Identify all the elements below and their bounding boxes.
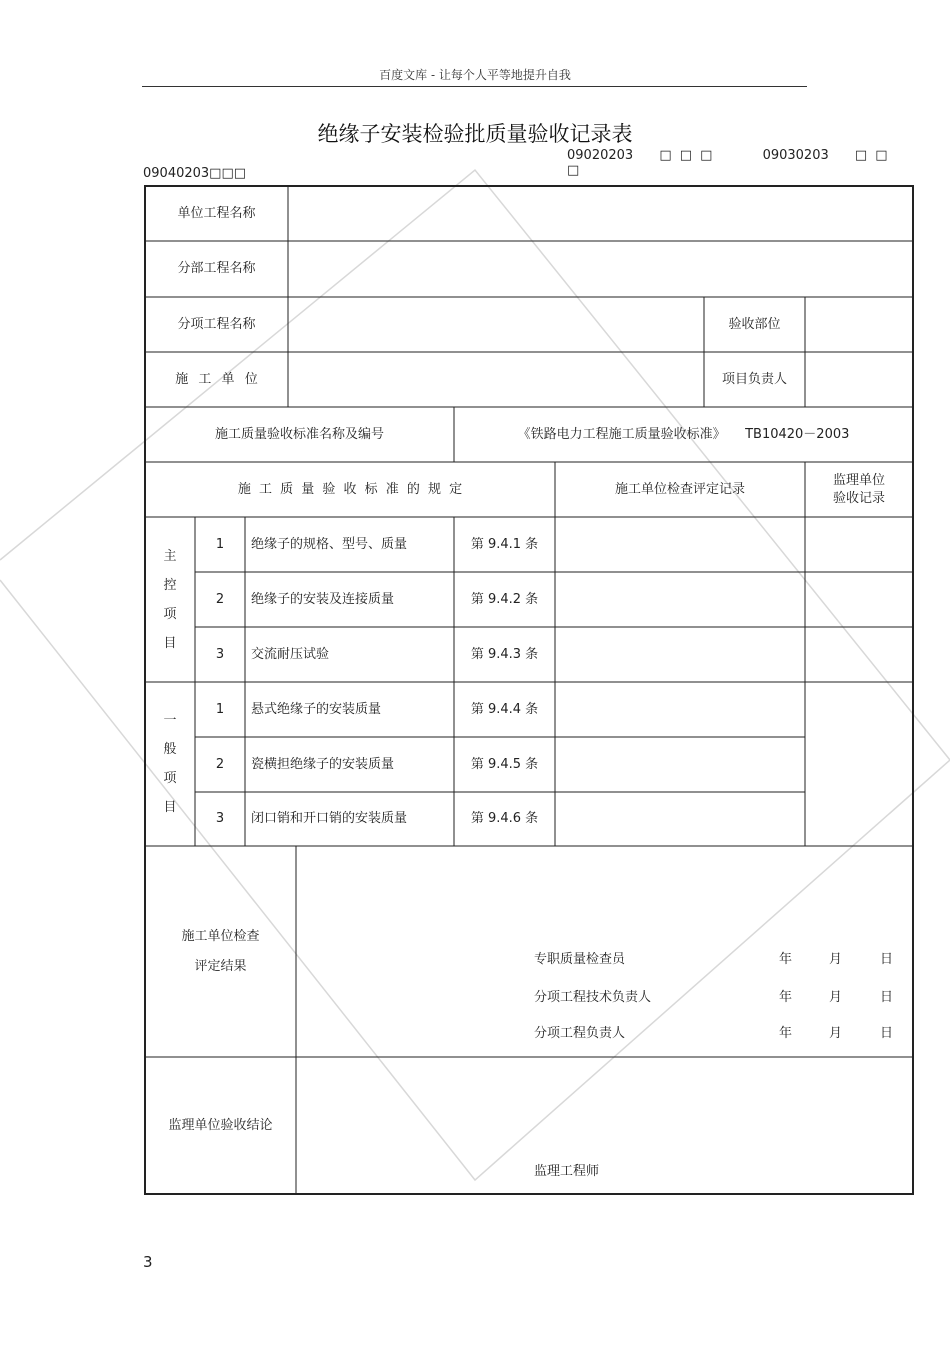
main-item-name: 绝缘子的规格、型号、质量 <box>251 536 408 552</box>
construction-result-label: 施工单位检查 评定结果 <box>181 928 260 974</box>
sub-project-field[interactable] <box>288 241 913 297</box>
standard-name-label: 施工质量验收标准名称及编号 <box>214 426 384 442</box>
general-item-check-field[interactable] <box>555 682 805 737</box>
code-09020203: 09020203 □ □ □ <box>567 148 715 163</box>
general-item-clause: 第 9.4.5 条 <box>470 756 539 772</box>
general-item-clause: 第 9.4.4 条 <box>470 701 539 717</box>
date-day: 日 <box>880 952 894 967</box>
unit-project-field[interactable] <box>288 186 913 241</box>
item-lead-label: 分项工程负责人 <box>534 1026 626 1041</box>
item-project-field[interactable] <box>288 297 704 352</box>
sub-project-label: 分部工程名称 <box>177 261 256 276</box>
item-project-label: 分项工程名称 <box>177 316 256 332</box>
quality-inspector-label: 专职质量检查员 <box>534 952 626 967</box>
general-items-label: 一 般 项 目 <box>163 713 177 815</box>
main-item-no: 2 <box>215 591 225 607</box>
main-item-supervision-field[interactable] <box>805 627 913 682</box>
construction-unit-field[interactable] <box>288 352 704 407</box>
general-item-no: 2 <box>215 756 225 772</box>
project-manager-field[interactable] <box>805 352 913 407</box>
main-control-label: 主 控 项 目 <box>163 548 177 651</box>
date-year: 年 <box>779 952 793 967</box>
check-record-header: 施工单位检查评定记录 <box>614 481 745 497</box>
supervision-conclusion-field[interactable] <box>296 1057 913 1194</box>
main-item-name: 绝缘子的安装及连接质量 <box>251 591 395 607</box>
construction-unit-label: 施 工 单 位 <box>175 371 258 387</box>
date-day: 日 <box>880 1026 894 1041</box>
general-item-no: 1 <box>215 701 225 717</box>
unit-project-label: 单位工程名称 <box>177 205 256 221</box>
date-year: 年 <box>779 990 793 1005</box>
supervision-record-header: 监理单位 验收记录 <box>832 472 885 506</box>
general-item-name: 悬式绝缘子的安装质量 <box>251 701 382 717</box>
general-item-name: 闭口销和开口销的安装质量 <box>251 811 408 826</box>
date-day: 日 <box>880 990 894 1005</box>
date-month: 月 <box>829 990 843 1005</box>
code-09040203: 09040203□□□ <box>143 166 247 181</box>
general-item-no: 3 <box>215 811 225 826</box>
main-item-name: 交流耐压试验 <box>251 646 330 662</box>
main-item-supervision-field[interactable] <box>805 517 913 572</box>
project-manager-label: 项目负责人 <box>721 371 787 387</box>
general-item-name: 瓷横担绝缘子的安装质量 <box>251 756 395 772</box>
general-item-check-field[interactable] <box>555 737 805 792</box>
main-item-check-field[interactable] <box>555 627 805 682</box>
acceptance-part-field[interactable] <box>805 297 913 352</box>
supervision-conclusion-label: 监理单位验收结论 <box>168 1117 273 1133</box>
general-item-check-field[interactable] <box>555 792 805 846</box>
main-item-check-field[interactable] <box>555 572 805 627</box>
technical-lead-label: 分项工程技术负责人 <box>534 990 652 1005</box>
main-item-clause: 第 9.4.2 条 <box>470 591 539 607</box>
supervision-engineer-label: 监理工程师 <box>534 1164 600 1179</box>
standard-rules-header: 施 工 质 量 验 收 标 准 的 规 定 <box>237 481 463 497</box>
general-item-clause: 第 9.4.6 条 <box>470 811 539 826</box>
page-number: 3 <box>143 1253 153 1271</box>
code-09030203: 09030203 □ □ □ <box>567 148 890 178</box>
main-item-clause: 第 9.4.3 条 <box>470 646 539 662</box>
main-item-clause: 第 9.4.1 条 <box>470 536 539 552</box>
main-item-supervision-field[interactable] <box>805 572 913 627</box>
main-item-no: 3 <box>215 646 225 662</box>
acceptance-part-label: 验收部位 <box>728 316 781 332</box>
date-month: 月 <box>829 1026 843 1041</box>
date-year: 年 <box>779 1026 793 1041</box>
general-items-supervision-field[interactable] <box>805 682 913 846</box>
standard-name-value: 《铁路电力工程施工质量验收标准》 TB10420－2003 <box>517 426 850 442</box>
main-item-no: 1 <box>215 536 225 552</box>
page-header-text: 百度文库 - 让每个人平等地提升自我 <box>379 68 571 82</box>
main-item-check-field[interactable] <box>555 517 805 572</box>
form-title: 绝缘子安装检验批质量验收记录表 <box>317 122 633 146</box>
date-month: 月 <box>829 952 843 967</box>
